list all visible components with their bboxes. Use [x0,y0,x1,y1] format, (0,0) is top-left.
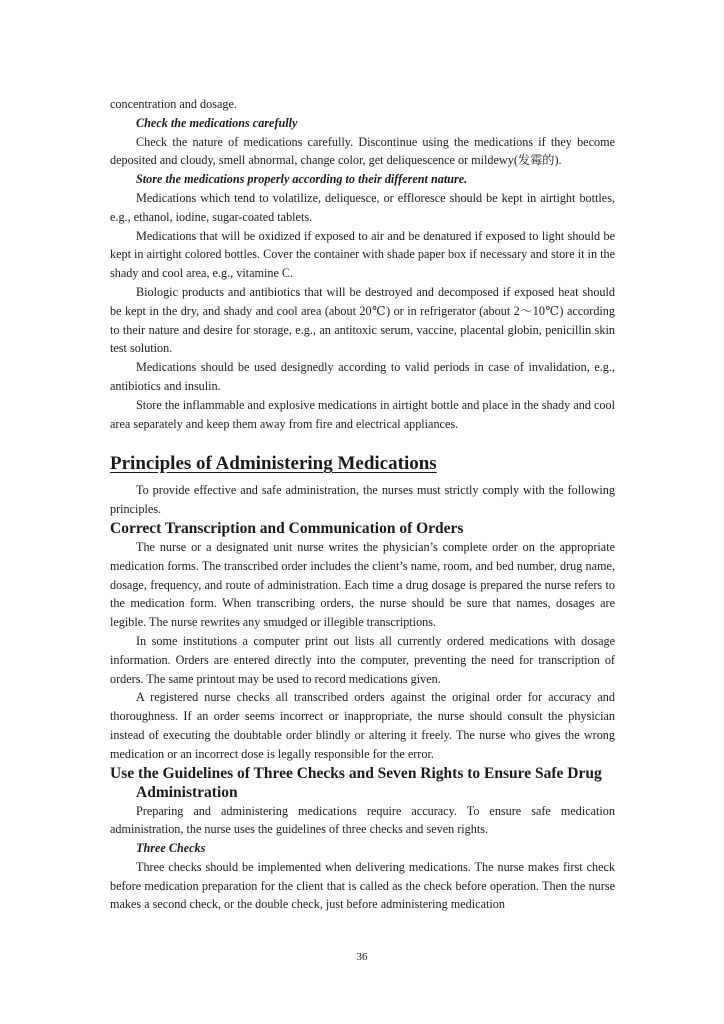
three-checks-heading: Three Checks [136,841,206,856]
top-fragment: concentration and dosage. [110,97,237,111]
document-body [110,95,615,914]
check-paragraph: Check the nature of medications carefully. Discontinue using the medications if they become deposited and cloudy, smell abnormal, change color, get deliquescence or mildewy(发霉的). [110,134,615,168]
transcription-paragraph-1: The nurse or a designated unit nurse writes the physician’s complete order on the appropriate medication forms. The transcribed order includes the client’s name, room, and bed number, drug name, dosage, frequency, and route of administration. Each time a drug dosage is prepared the nurse refers to the medication form. When transcribing orders, the nurse should be sure that names, dosages are legible. The nurse rewrites any smudged or illegible transcriptions. [110,539,615,630]
transcription-paragraph-2: In some institutions a computer print out lists all currently ordered medications with dosage information. Orders are entered directly into the computer, preventing the need for transcription of orders. The same printout may be used to record medications given. [110,633,615,686]
store-paragraph-5: Store the inflammable and explosive medications in airtight bottle and place in the shady and cool area separately and keep them away from fire and electrical appliances. [110,397,615,431]
transcription-heading: Correct Transcription and Communication of Orders [110,519,464,537]
guidelines-paragraph: Preparing and administering medications require accuracy. To ensure safe medication administration, the nurse uses the guidelines of three checks and seven rights. [110,803,615,837]
transcription-paragraph-3: A registered nurse checks all transcribed orders against the original order for accuracy and thoroughness. If an order seems incorrect or inappropriate, the nurse should consult the physician instead of executing the doubtable order blindly or altering it freely. The nurse who gives the wrong medication or an incorrect dose is legally responsible for the error. [110,690,615,761]
store-paragraph-4: Medications should be used designedly according to valid periods in case of invalidation, e.g., antibiotics and insulin. [110,360,615,393]
guidelines-heading: Use the Guidelines of Three Checks and Seven Rights to Ensure Safe Drug Administration [110,764,602,801]
section-title: Principles of Administering Medications [110,453,437,475]
three-checks-paragraph: Three checks should be implemented when delivering medications. The nurse makes first check before medication preparation for the client that is called as the check before operation. Then the nurse makes a second check, or the double check, just before administering medication [110,859,615,912]
store-paragraph-2: Medications that will be oxidized if exposed to air and be denatured if exposed to light should be kept in airtight colored bottles. Cover the container with shade paper box if necessary and store it in the shady and cool area, e.g., vitamine C. [110,228,615,281]
check-heading: Check the medications carefully [136,115,298,130]
section-intro: To provide effective and safe administration, the nurses must strictly comply with the following principles. [110,483,615,517]
store-paragraph-1: Medications which tend to volatilize, deliquesce, or effloresce should be kept in airtight bottles, e.g., ethanol, iodine, sugar-coated tablets. [110,190,615,224]
page-number: 36 [356,951,368,963]
store-heading: Store the medications properly according to their different nature. [136,172,468,187]
store-paragraph-3: Biologic products and antibiotics that will be destroyed and decomposed if exposed heat should be kept in the dry, and shady and cool area (about 20℃) or in refrigerator (about 2～10℃) according to their nature and desire for storage, e.g., an antitoxic serum, vaccine, placental globin, penicillin skin test solution. [110,284,615,356]
